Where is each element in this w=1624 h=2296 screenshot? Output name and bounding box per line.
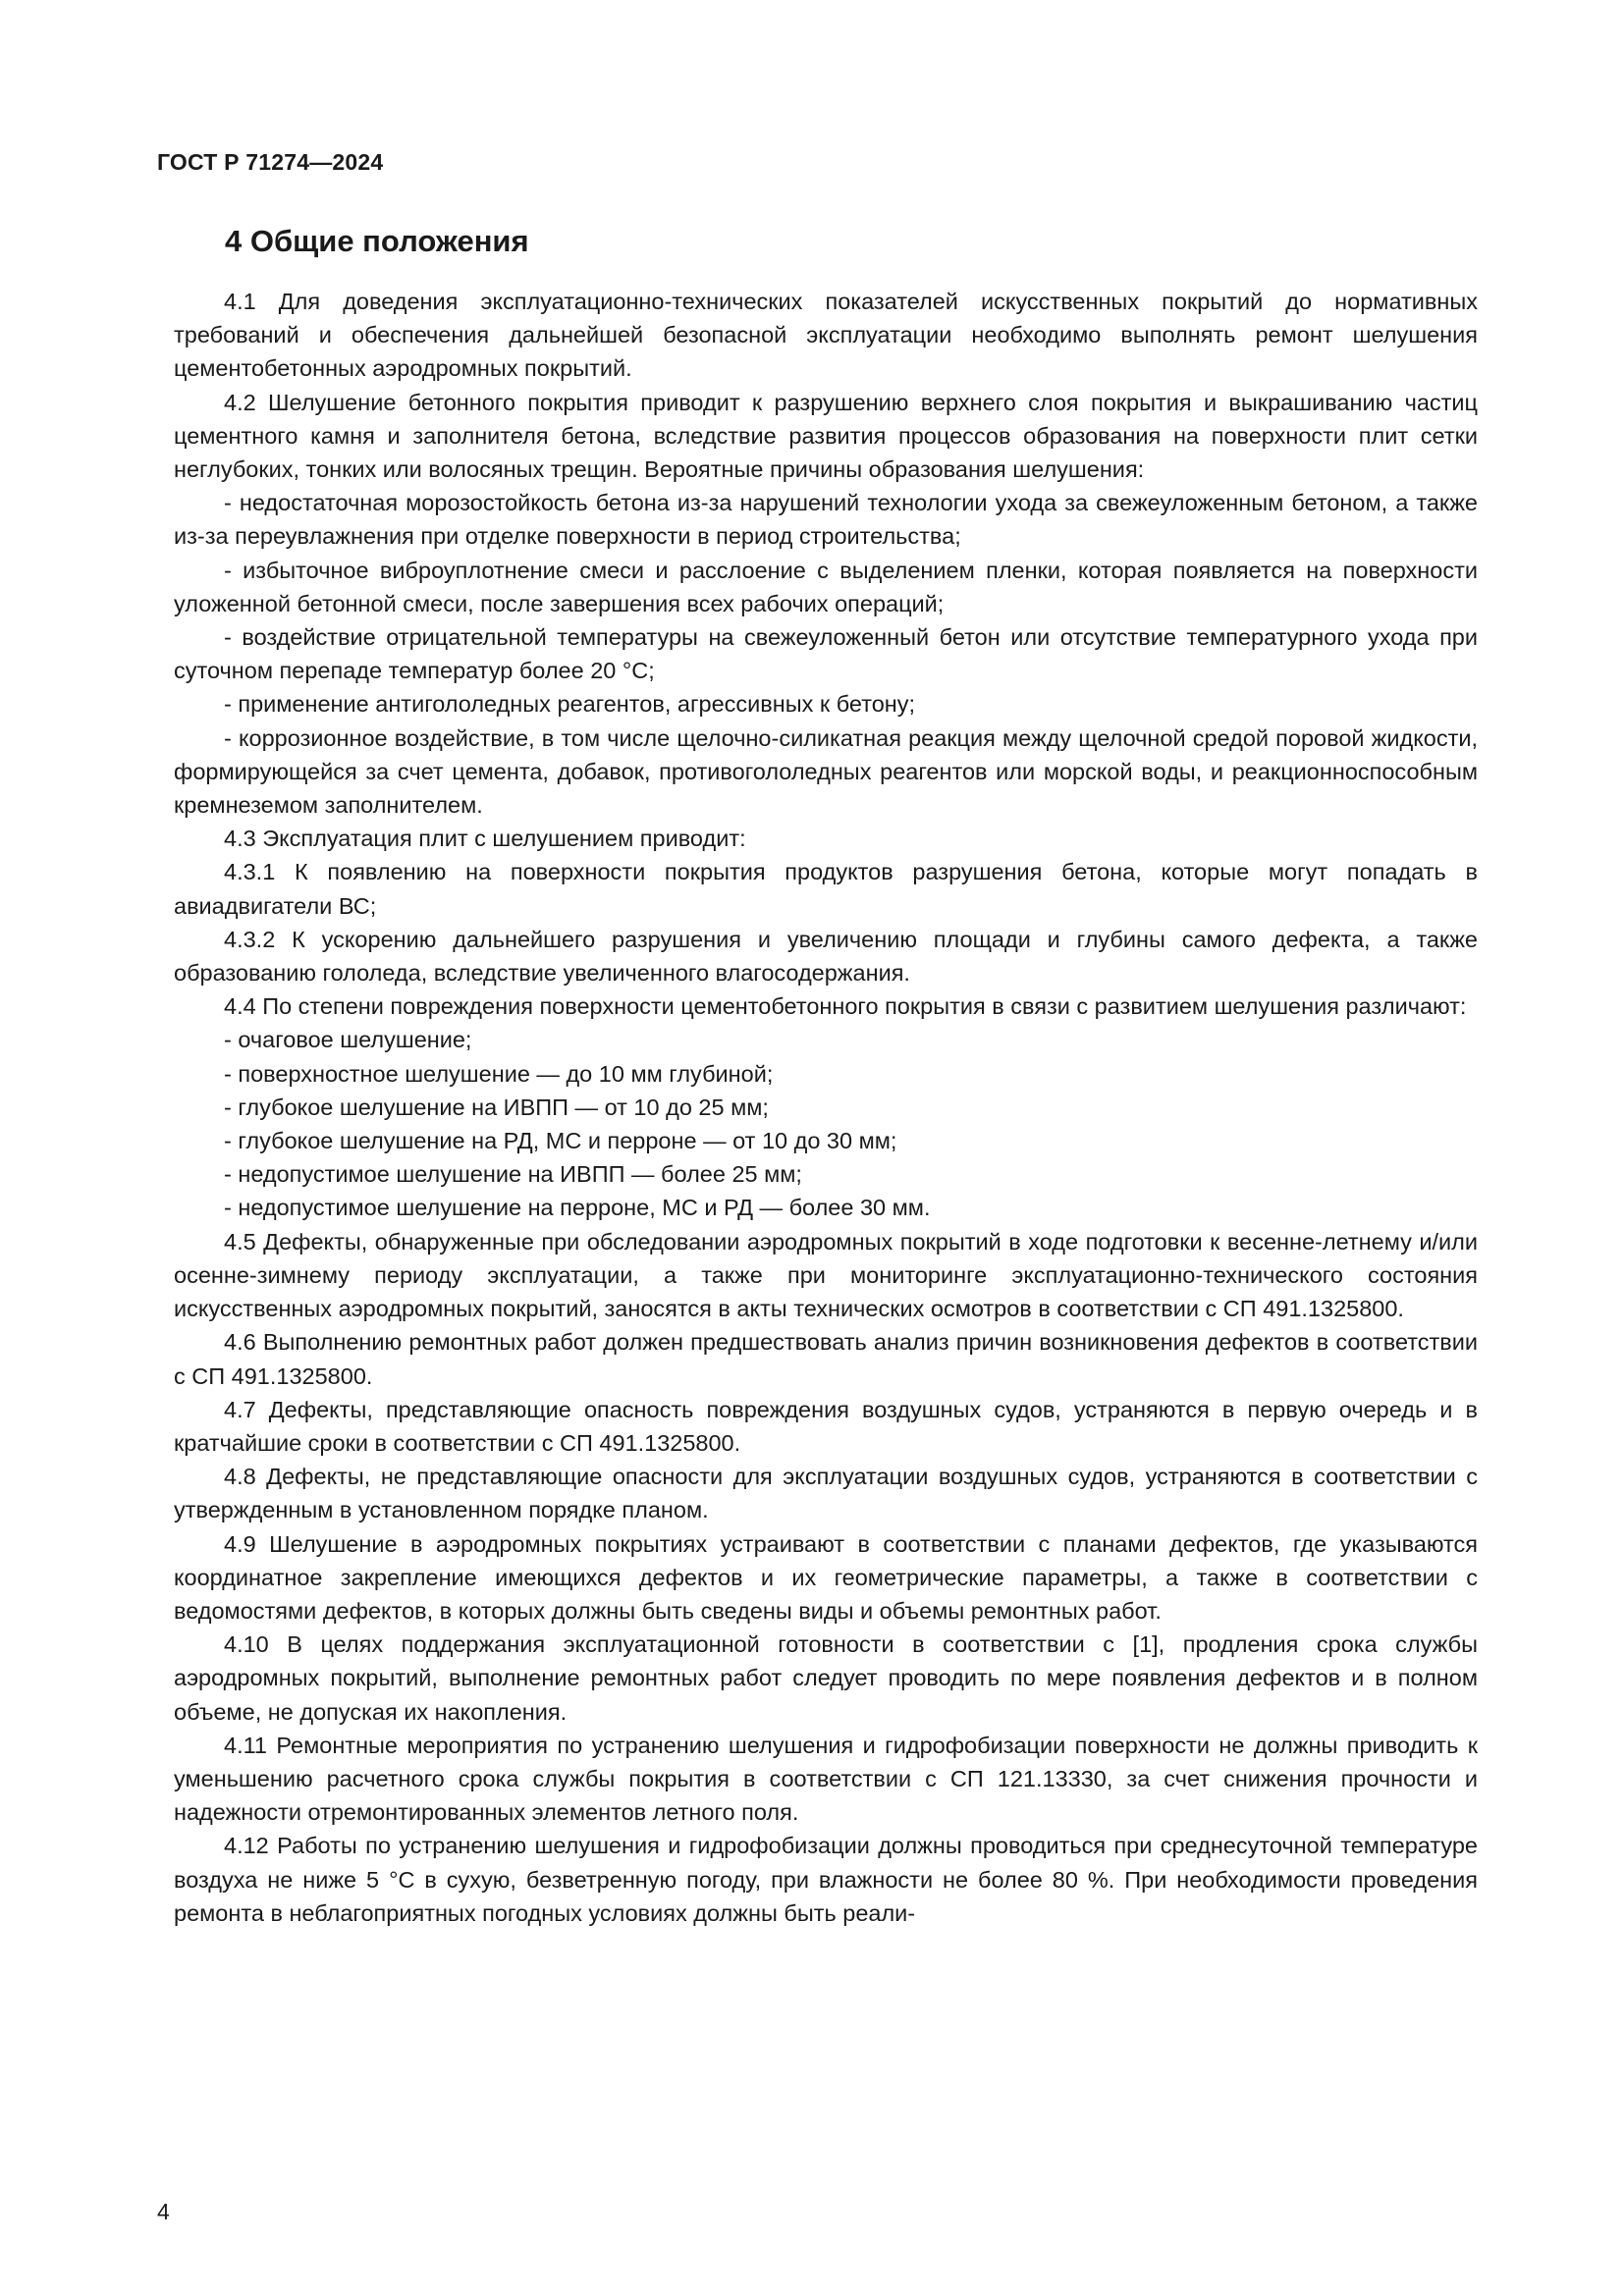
paragraph-4-2: 4.2 Шелушение бетонного покрытия приводит к разрушению верхнего слоя покрытия и выкрашиванию частиц цементного камня и заполнителя бетона, вследствие развития процессов образования на поверхности плит сетки неглубоких, тонких или волосяных трещин. Вероятные причины образования шелушения: (174, 389, 1478, 483)
paragraph-4-3-2: 4.3.2 К ускорению дальнейшего разрушения и увеличению площади и глубины самого дефекта, а также образованию гололеда, вследствие увеличенного влагосодержания. (174, 926, 1478, 987)
paragraph-4-5: 4.5 Дефекты, обнаруженные при обследовании аэродромных покрытий в ходе подготовки к весенне-летнему и/или осенне-зимнему периоду эксплуатации, а также при мониторинге эксплуатационно-технического состояния искусственных аэродромных покрытий, заносятся в акты технических осмотров в соответствии с СП 491.1325800. (174, 1228, 1478, 1322)
list-item: - избыточное виброуплотнение смеси и расслоение с выделением пленки, которая появляется на поверхности уложенной бетонной смеси, после завершения всех рабочих операций; (174, 557, 1478, 616)
paragraph-4-12: 4.12 Работы по устранению шелушения и гидрофобизации должны проводиться при среднесуточной температуре воздуха не ниже 5 °С в сухую, безветренную погоду, при влажности не более 80 %. При необходимости проведения ремонта в неблагоприятных погодных условиях должны быть реали- (174, 1833, 1478, 1926)
list-item: - недостаточная морозостойкость бетона из-за нарушений технологии ухода за свежеуложенным бетоном, а также из-за переувлажнения при отделке поверхности в период строительства; (174, 490, 1478, 550)
list-item: - глубокое шелушение на ИВПП — от 10 до 25 мм; (224, 1094, 769, 1120)
section-title: 4 Общие положения (225, 224, 529, 258)
paragraph-4-4: 4.4 По степени повреждения поверхности цементобетонного покрытия в связи с развитием шелушения различают: (224, 993, 1467, 1020)
list-item: - коррозионное воздействие, в том числе щелочно-силикатная реакция между щелочной средой поровой жидкости, формирующейся за счет цемента, добавок, противогололедных реагентов или морской воды, и реакционноспособным кремнеземом заполнителем. (174, 724, 1478, 819)
paragraph-4-3: 4.3 Эксплуатация плит с шелушением приводит: (224, 826, 746, 852)
paragraph-4-8: 4.8 Дефекты, не представляющие опасности для эксплуатации воздушных судов, устраняются в соответствии с утвержденным в установленном порядке планом. (174, 1464, 1478, 1523)
list-item: - воздействие отрицательной температуры на свежеуложенный бетон или отсутствие температурного ухода при суточном перепаде температур более 20 °С; (174, 624, 1478, 684)
paragraph-4-7: 4.7 Дефекты, представляющие опасность повреждения воздушных судов, устраняются в первую очередь и в кратчайшие сроки в соответствии с СП 491.1325800. (174, 1396, 1478, 1456)
list-item: - недопустимое шелушение на перроне, МС и РД — более 30 мм. (224, 1195, 931, 1221)
document-header: ГОСТ Р 71274—2024 (157, 149, 384, 175)
paragraph-4-3-1: 4.3.1 К появлению на поверхности покрытия продуктов разрушения бетона, которые могут попадать в авиадвигатели ВС; (174, 859, 1478, 919)
paragraph-4-6: 4.6 Выполнению ремонтных работ должен предшествовать анализ причин возникновения дефектов в соответствии с СП 491.1325800. (174, 1329, 1478, 1389)
body-text (174, 285, 1478, 1930)
paragraph-4-9: 4.9 Шелушение в аэродромных покрытиях устраивают в соответствии с планами дефектов, где указываются координатное закрепление имеющихся дефектов и их геометрические параметры, а также в соответствии с ведомостями дефектов, в которых должны быть сведены виды и объемы ремонтных работ. (174, 1530, 1478, 1624)
list-item: - поверхностное шелушение — до 10 мм глубиной; (224, 1060, 774, 1087)
paragraph-4-10: 4.10 В целях поддержания эксплуатационной готовности в соответствии с [1], продления срока службы аэродромных покрытий, выполнение ремонтных работ следует проводить по мере появления дефектов и в полном объеме, не допуская их накопления. (174, 1631, 1478, 1725)
paragraph-4-1: 4.1 Для доведения эксплуатационно-технических показателей искусственных покрытий до нормативных требований и обеспечения дальнейшей безопасной эксплуатации необходимо выполнять ремонт шелушения цементобетонных аэродромных покрытий. (174, 289, 1478, 382)
list-item: - очаговое шелушение; (224, 1027, 472, 1053)
list-item: - глубокое шелушение на РД, МС и перроне — от 10 до 30 мм; (224, 1128, 897, 1154)
page-number: 4 (157, 2199, 170, 2224)
list-item: - недопустимое шелушение на ИВПП — более 25 мм; (224, 1161, 802, 1188)
list-item: - применение антигололедных реагентов, агрессивных к бетону; (224, 691, 916, 718)
paragraph-4-11: 4.11 Ремонтные мероприятия по устранению шелушения и гидрофобизации поверхности не должны приводить к уменьшению расчетного срока службы покрытия в соответствии с СП 121.13330, за счет снижения прочности и надежности отремонтированных элементов летного поля. (174, 1732, 1478, 1826)
